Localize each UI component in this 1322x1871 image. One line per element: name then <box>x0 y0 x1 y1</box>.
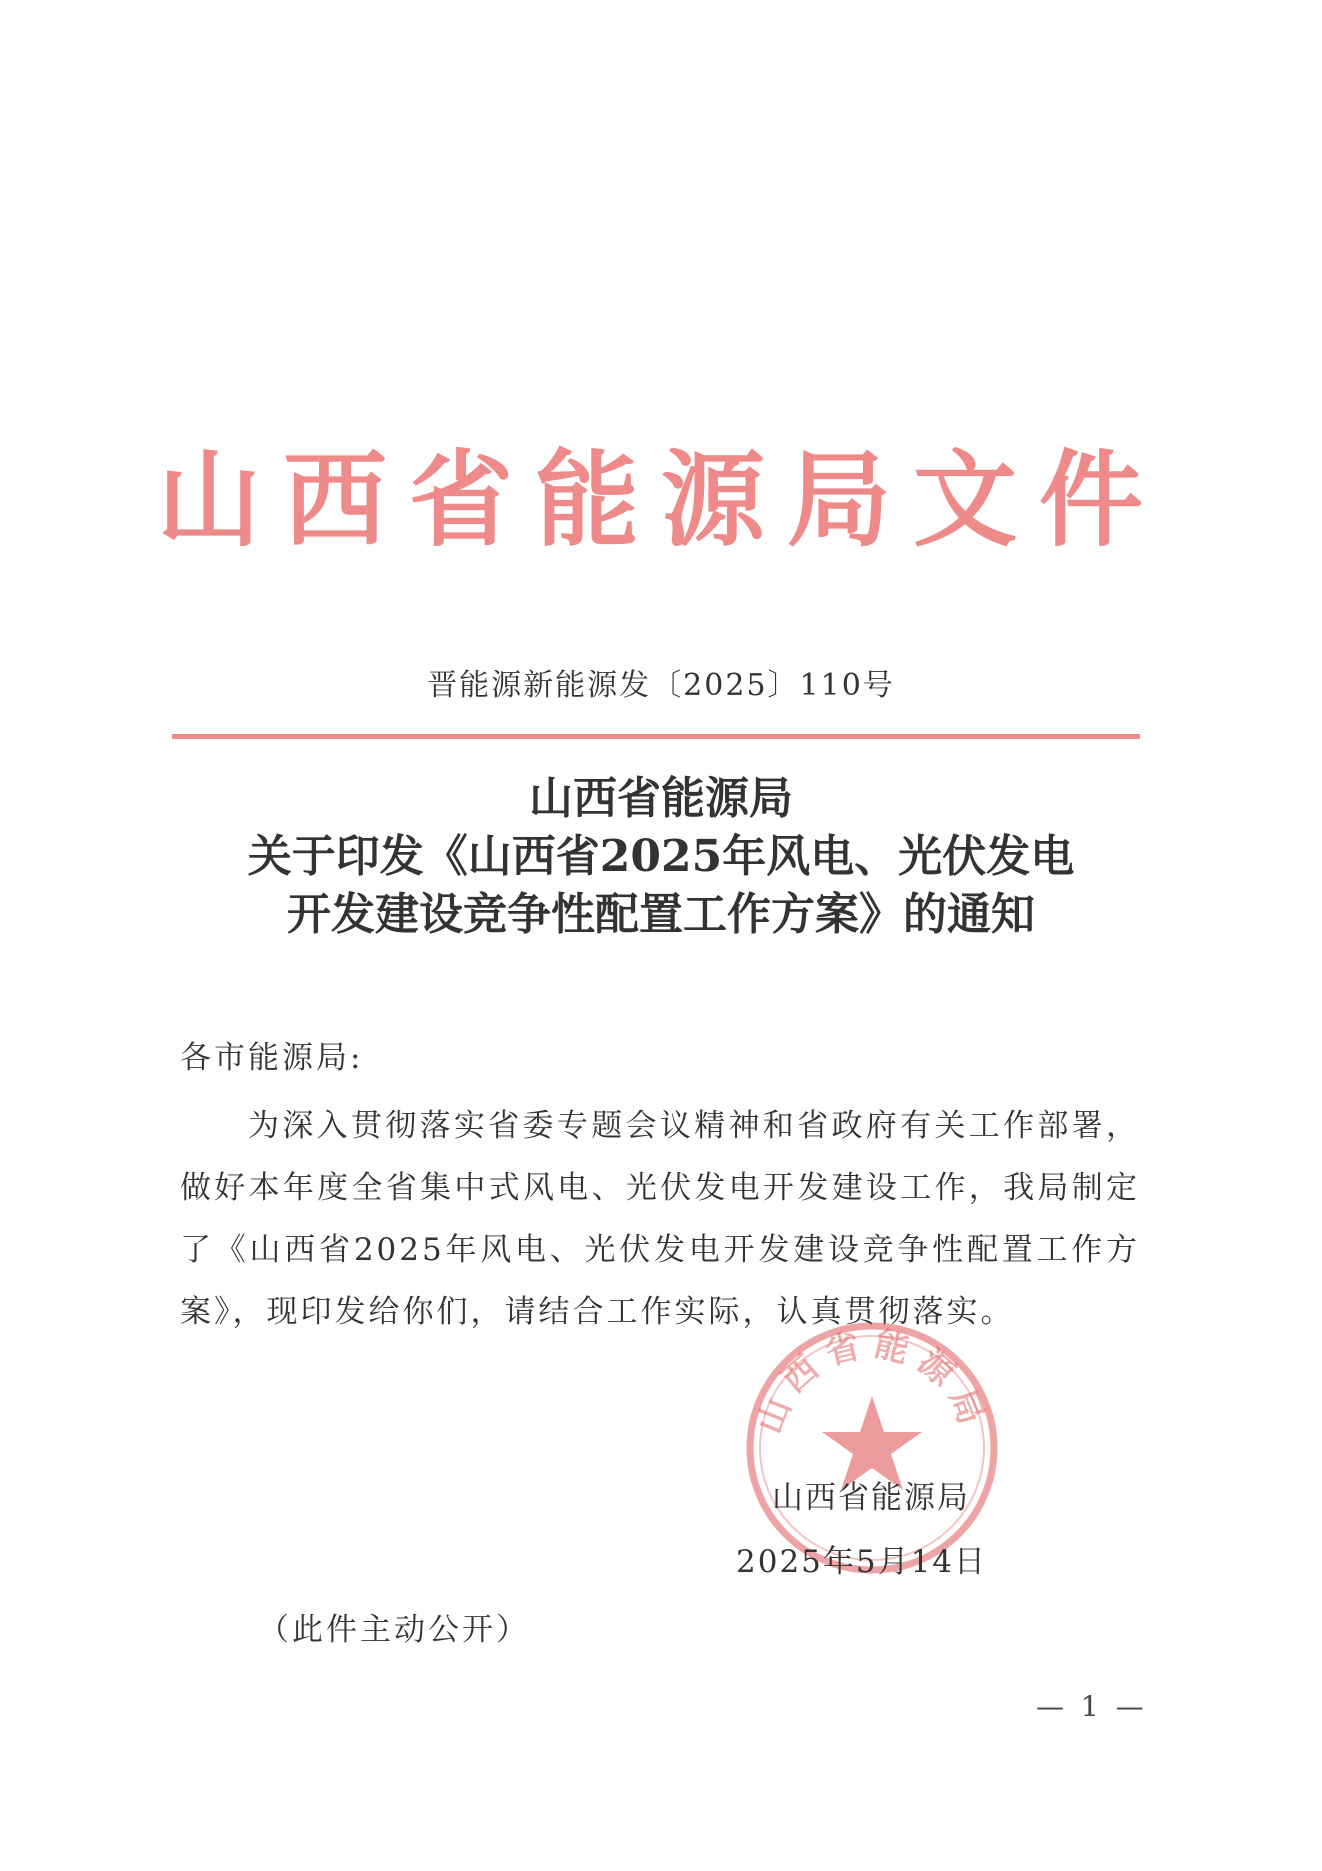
document-title <box>0 770 1322 944</box>
signing-date: 2025年5月14日 <box>736 1544 988 1580</box>
salutation: 各市能源局: <box>180 1040 364 1076</box>
page-number: — 1 — <box>1036 1690 1148 1723</box>
title-line-2: 关于印发《山西省2025年风电、光伏发电 <box>247 831 1075 882</box>
publicity-note: （此件主动公开） <box>258 1612 530 1648</box>
title-line-1: 山西省能源局 <box>529 773 793 824</box>
red-divider-line <box>172 734 1140 739</box>
title-line-3: 开发建设竞争性配置工作方案》的通知 <box>287 889 1035 940</box>
body-paragraph: 为深入贯彻落实省委专题会议精神和省政府有关工作部署，做好本年度全省集中式风电、光伏发电开发建设工作，我局制定了《山西省2025年风电、光伏发电开发建设竞争性配置工作方案》，现印发给你们，请结合工作实际，认真贯彻落实。 <box>180 1108 1140 1330</box>
signing-organization: 山西省能源局 <box>772 1480 970 1516</box>
seal-arc-text: 山西省能源局 <box>749 1324 995 1440</box>
document-header-title: 山西省能源局文件 <box>156 438 1165 561</box>
document-number: 晋能源新能源发〔2025〕110号 <box>427 668 895 703</box>
